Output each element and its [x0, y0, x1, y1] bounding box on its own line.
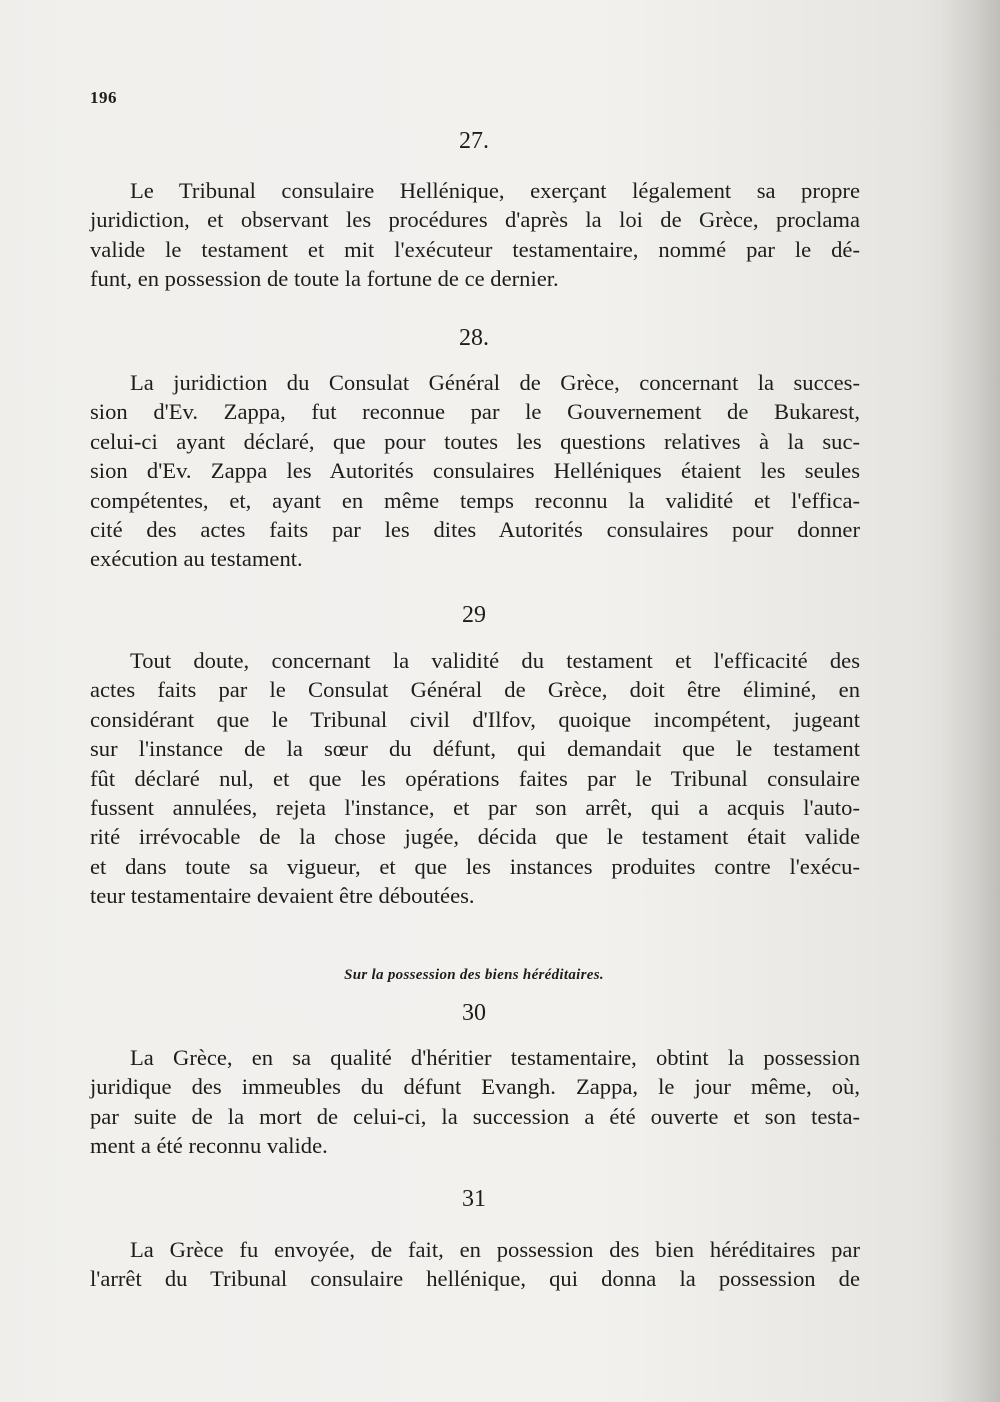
paragraph-29: [90, 646, 860, 911]
text-line: La Grèce, en sa qualité d'héritier testamentaire, obtint la possession: [130, 1045, 860, 1070]
page-edge-shadow: [940, 0, 1000, 1402]
text-line: sur l'instance de la sœur du défunt, qui demandait que le testament: [90, 736, 860, 762]
section-number-30: 30: [462, 1000, 486, 1026]
section-number-29: 29: [462, 602, 486, 628]
text-line: sion d'Ev. Zappa, fut reconnue par le Gouvernement de Bukarest,: [90, 399, 860, 425]
text-line: fût déclaré nul, et que les opérations faites par le Tribunal consulaire: [90, 765, 860, 791]
text-line: l'arrêt du Tribunal consulaire hellénique, qui donna la possession de: [90, 1266, 860, 1292]
paragraph-30: [90, 1043, 860, 1161]
text-line: et dans toute sa vigueur, et que les instances produites contre l'exécu-: [90, 853, 860, 879]
text-line: Tout doute, concernant la validité du testament et l'efficacité des: [130, 648, 860, 673]
paragraph-27: [90, 176, 860, 294]
text-line: actes faits par le Consulat Général de Grèce, doit être éliminé, en: [90, 677, 860, 703]
text-line: funt, en possession de toute la fortune de ce dernier.: [90, 266, 559, 292]
section-number-31: 31: [462, 1186, 486, 1212]
text-line: exécution au testament.: [90, 546, 303, 572]
text-line: considérant que le Tribunal civil d'Ilfov, quoique incompétent, jugeant: [90, 706, 860, 732]
text-line: compétentes, et, ayant en même temps reconnu la validité et l'effica-: [90, 487, 860, 513]
subheading: Sur la possession des biens héréditaires.: [344, 967, 604, 983]
text-line: juridique des immeubles du défunt Evangh. Zappa, le jour même, où,: [90, 1074, 860, 1100]
section-number-28: 28.: [459, 325, 489, 351]
text-line: sion d'Ev. Zappa les Autorités consulaires Helléniques étaient les seules: [90, 458, 860, 484]
text-line: juridiction, et observant les procédures d'après la loi de Grèce, proclama: [90, 207, 860, 233]
section-number-27: 27.: [459, 128, 489, 154]
text-line: rité irrévocable de la chose jugée, décida que le testament était valide: [90, 824, 860, 850]
text-line: teur testamentaire devaient être déboutées.: [90, 883, 475, 909]
text-line: fussent annulées, rejeta l'instance, et par son arrêt, qui a acquis l'auto-: [90, 795, 860, 821]
text-line: Le Tribunal consulaire Hellénique, exerçant légalement sa propre: [130, 178, 860, 203]
page-number: 196: [90, 88, 117, 107]
text-line: par suite de la mort de celui-ci, la succession a été ouverte et son testa-: [90, 1103, 860, 1129]
paragraph-28: [90, 368, 860, 574]
text-line: celui-ci ayant déclaré, que pour toutes les questions relatives à la suc-: [90, 428, 860, 454]
text-line: La Grèce fu envoyée, de fait, en possession des bien héréditaires par: [130, 1237, 860, 1262]
paragraph-31: [90, 1235, 860, 1294]
text-line: cité des actes faits par les dites Autorités consulaires pour donner: [90, 517, 860, 543]
text-line: valide le testament et mit l'exécuteur testamentaire, nommé par le dé-: [90, 236, 860, 262]
text-line: ment a été reconnu valide.: [90, 1133, 328, 1159]
text-line: La juridiction du Consulat Général de Grèce, concernant la succes-: [130, 370, 860, 395]
